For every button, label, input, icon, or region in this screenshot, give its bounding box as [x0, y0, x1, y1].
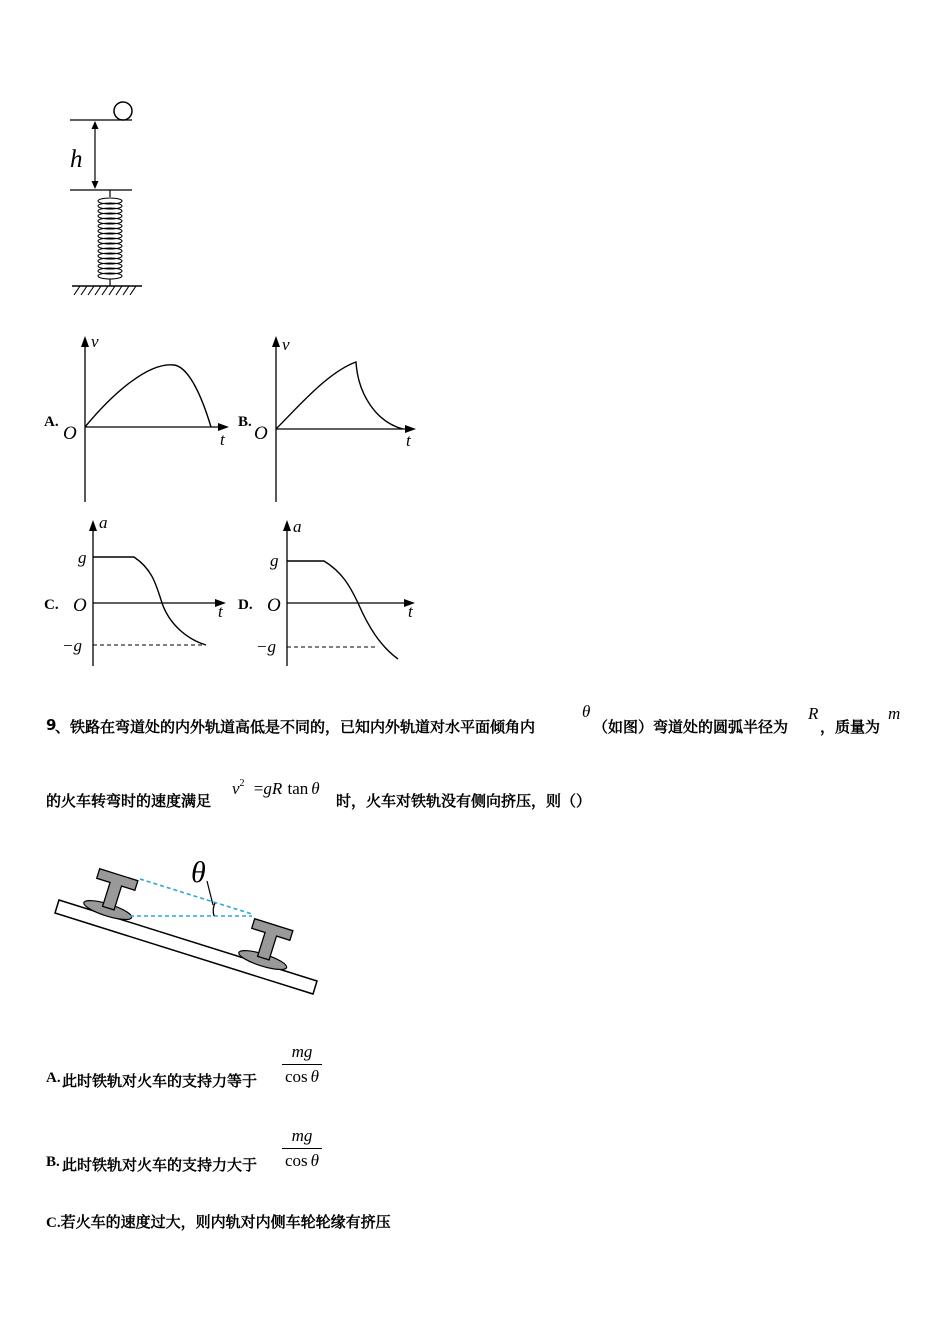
y-arrow [89, 520, 97, 531]
rail-figure [52, 848, 324, 1002]
option-c-label: C. [44, 597, 59, 613]
option-b-fraction [282, 1126, 322, 1171]
question-text-3: ，质量为 [820, 718, 881, 736]
fraction-theta: θ [310, 1067, 320, 1086]
y-arrow [272, 336, 280, 347]
sleeper-board [55, 900, 317, 994]
x-axis-label: t [408, 602, 413, 621]
option-a-label: A. [44, 414, 59, 430]
fraction-cos: cos [285, 1151, 308, 1170]
graph-d [238, 514, 428, 674]
option-a-letter: A. [46, 1070, 61, 1086]
graph-c [44, 514, 234, 674]
spring-coil [98, 198, 122, 279]
ball [114, 102, 132, 120]
x-axis-label: t [406, 431, 411, 450]
angle-theta-label: θ [191, 856, 206, 889]
theta-symbol: θ [582, 702, 591, 721]
h-arrow-down [92, 181, 99, 189]
option-a-fraction [282, 1042, 322, 1087]
option-c [46, 1211, 391, 1232]
y-axis-label: a [293, 517, 302, 536]
x-axis-label: t [218, 602, 223, 621]
mass-symbol: m [888, 704, 901, 723]
neg-g-label: −g [256, 637, 276, 656]
origin-label: O [63, 423, 77, 444]
origin-label: O [267, 595, 281, 616]
ground-hatch [74, 286, 136, 295]
fraction-numerator: mg [282, 1126, 322, 1149]
velocity-curve [276, 362, 403, 429]
question-number: 9 [46, 716, 57, 734]
graph-a [44, 332, 234, 504]
x-axis-label: t [220, 430, 225, 449]
question-text-1: 、铁路在弯道处的内外轨道高低是不同的，已知内外轨道对水平面倾角内 [55, 718, 536, 736]
option-d-label: D. [238, 597, 253, 613]
y-axis-label: v [91, 332, 99, 351]
option-b-letter: B. [46, 1154, 60, 1170]
origin-label: O [73, 595, 87, 616]
formula-exponent: 2 [239, 778, 245, 789]
g-label: g [78, 548, 87, 567]
fraction-cos: cos [285, 1067, 308, 1086]
origin-label: O [254, 423, 268, 444]
acceleration-curve [93, 557, 206, 645]
option-b-label: B. [238, 414, 252, 430]
h-label: h [70, 146, 83, 173]
question-text-5: 时，火车对铁轨没有侧向挤压，则（） [336, 792, 592, 810]
fraction-theta: θ [310, 1151, 320, 1170]
neg-g-label: −g [62, 636, 82, 655]
option-b-text: 此时铁轨对火车的支持力大于 [62, 1156, 258, 1174]
option-c-letter: C. [46, 1215, 61, 1231]
fraction-numerator: mg [282, 1042, 322, 1065]
acceleration-curve [287, 561, 398, 659]
y-axis-label: a [99, 514, 108, 532]
spring-figure [60, 95, 160, 305]
y-arrow [283, 520, 291, 531]
formula-theta: θ [311, 779, 320, 798]
speed-formula [232, 778, 320, 799]
graph-b [238, 332, 428, 504]
radius-symbol: R [808, 704, 819, 723]
option-c-text: 若火车的速度过大，则内轨对内侧车轮轮缘有挤压 [60, 1213, 391, 1231]
formula-tan: tan [287, 779, 309, 798]
formula-gR: gR [263, 779, 283, 798]
h-arrow-up [92, 121, 99, 129]
option-a-text: 此时铁轨对火车的支持力等于 [62, 1072, 258, 1090]
question-line-2 [46, 776, 666, 816]
formula-v: v [232, 779, 240, 798]
g-label: g [270, 551, 279, 570]
question-text-2: （如图）弯道处的圆弧半径为 [593, 718, 789, 736]
formula-equals: = [253, 779, 264, 798]
y-axis-label: v [282, 335, 290, 354]
question-text-4: 的火车转弯时的速度满足 [46, 792, 212, 810]
velocity-curve [85, 365, 211, 427]
y-arrow [81, 336, 89, 347]
angle-arc [213, 903, 215, 916]
